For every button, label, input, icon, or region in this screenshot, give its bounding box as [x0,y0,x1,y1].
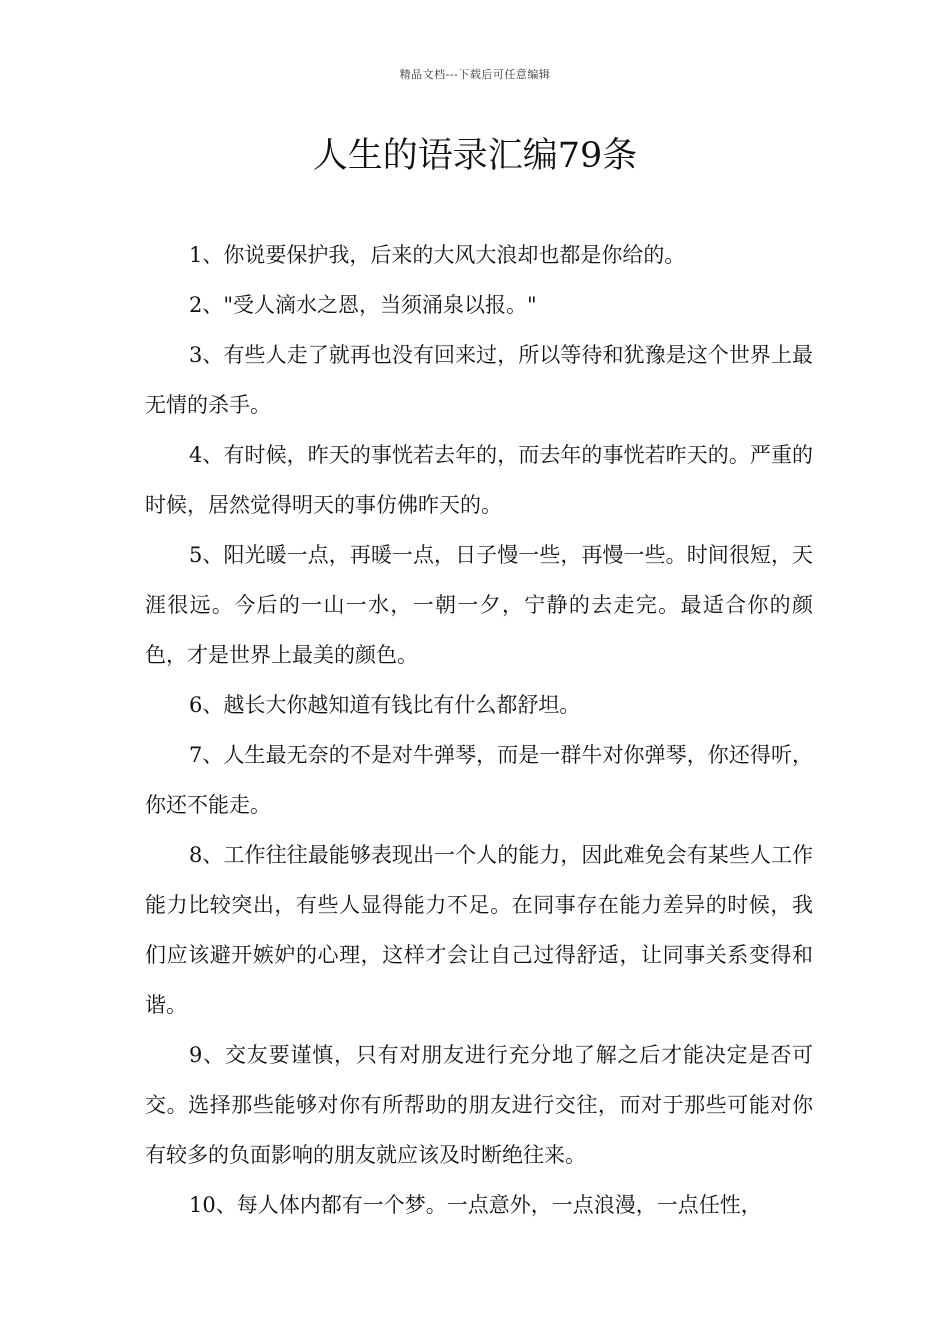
paragraph-4: 4、有时候，昨天的事恍若去年的，而去年的事恍若昨天的。严重的时候，居然觉得明天的事仿佛昨天的。 [145,443,813,517]
paragraph-9: 9、交友要谨慎，只有对朋友进行充分地了解之后才能决定是否可交。选择那些能够对你有所帮助的朋友进行交往，而对于那些可能对你有较多的负面影响的朋友就应该及时断绝往来。 [145,1043,813,1167]
paragraph-10: 10、每人体内都有一个梦。一点意外，一点浪漫，一点任性， [189,1193,762,1217]
paragraph-1: 1、你说要保护我，后来的大风大浪却也都是你给的。 [189,243,686,267]
paragraph-2: 2、"受人滴水之恩，当须涌泉以报。" [189,293,537,317]
document-body [145,230,813,1230]
paragraph-5: 5、阳光暖一点，再暖一点，日子慢一些，再慢一些。时间很短，天涯很远。今后的一山一水，一朝一夕，宁静的去走完。最适合你的颜色，才是世界上最美的颜色。 [145,543,813,667]
paragraph-7: 7、人生最无奈的不是对牛弹琴，而是一群牛对你弹琴，你还得听，你还不能走。 [145,743,813,817]
header-note: 精品文档---下载后可任意编辑 [399,68,551,81]
document-title: 人生的语录汇编79条 [312,136,638,176]
paragraph-8: 8、工作往往最能够表现出一个人的能力，因此难免会有某些人工作能力比较突出，有些人显得能力不足。在同事存在能力差异的时候，我们应该避开嫉妒的心理，这样才会让自己过得舒适，让同事关系变得和谐。 [145,843,813,1017]
paragraph-6: 6、越长大你越知道有钱比有什么都舒坦。 [189,693,581,717]
paragraph-3: 3、有些人走了就再也没有回来过，所以等待和犹豫是这个世界上最无情的杀手。 [145,343,813,417]
